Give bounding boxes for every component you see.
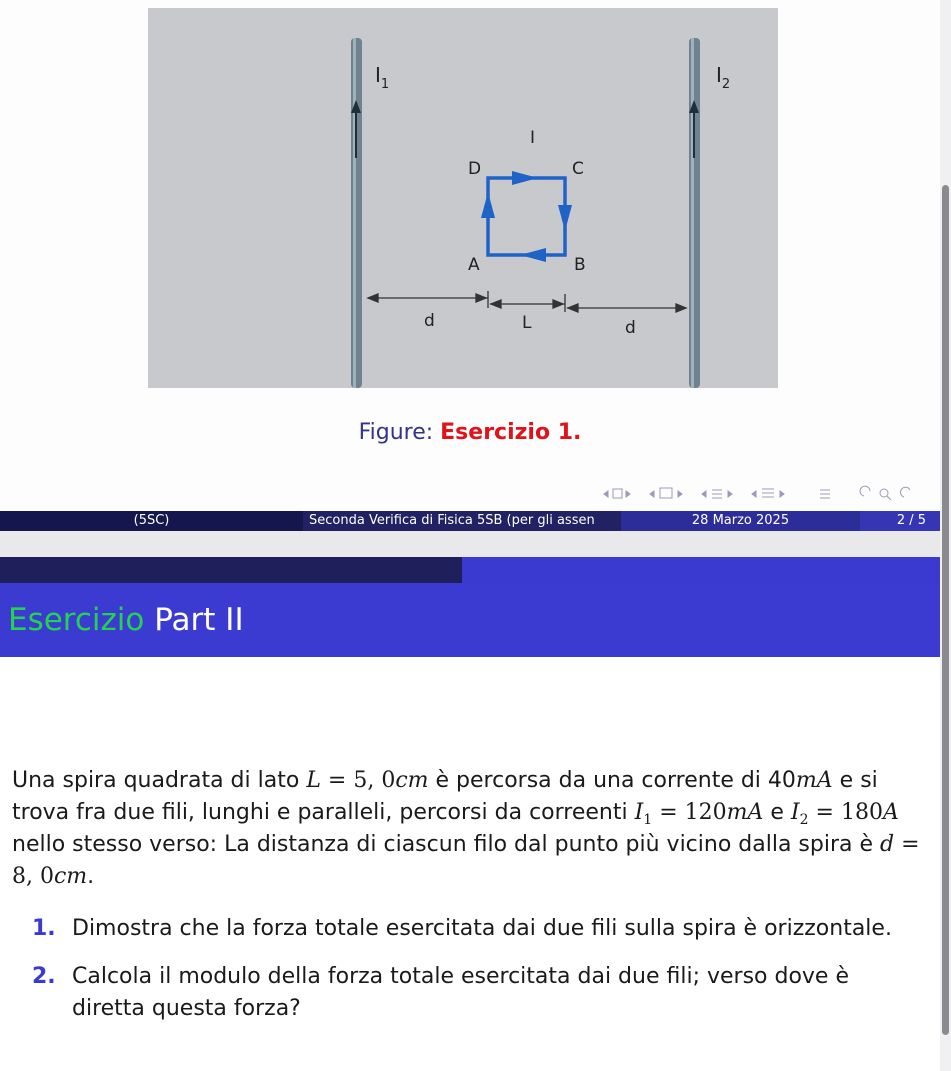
nav-prev-frame-icon (604, 491, 608, 497)
scrollbar-thumb[interactable] (942, 185, 949, 1035)
dimension-l: L (522, 313, 532, 333)
frame-title-rest: Part II (154, 602, 244, 638)
beamer-footer (0, 511, 940, 531)
task-text: Calcola il modulo della forza totale esercitata dai due fili; verso dove è diretta questa forza? (72, 964, 849, 1021)
nav-subsection-icon (660, 488, 672, 498)
footer-author: (5SC) (0, 511, 303, 531)
wire-1 (351, 38, 362, 388)
nav-next-section-icon (728, 491, 732, 497)
vertical-scrollbar[interactable] (940, 0, 951, 1071)
task-number: 2. (32, 964, 56, 989)
vertex-c: C (572, 159, 584, 179)
frame-title (8, 602, 244, 638)
nav-search-icon (880, 489, 888, 497)
loop-current-label: I (530, 128, 536, 148)
nav-forward-icon (901, 487, 910, 497)
task-text: Dimostra che la forza totale esercitata dai due fili sulla spira è orizzontale. (72, 916, 892, 941)
frame-title-bar (0, 583, 940, 657)
problem-statement (12, 765, 932, 893)
task-number: 1. (32, 916, 56, 941)
headline-left (0, 557, 462, 583)
slide-separator (0, 531, 940, 557)
caption-title: Esercizio 1. (440, 420, 582, 445)
nav-prev-subsection-icon (650, 491, 654, 497)
figure-background (148, 8, 778, 388)
nav-next-frame-icon (626, 491, 630, 497)
vertex-a: A (468, 255, 480, 275)
caption-label: Figure: (358, 420, 434, 445)
figure-wires-and-loop (148, 8, 778, 388)
nav-frame-icon (613, 489, 622, 498)
wire-2 (689, 38, 700, 388)
dimension-d-right: d (625, 318, 636, 338)
beamer-navigation-symbols[interactable] (600, 484, 940, 504)
vertex-b: B (574, 255, 586, 275)
slide-previous (0, 0, 940, 540)
headline-right (462, 557, 940, 583)
nav-prev-section-icon (702, 491, 706, 497)
footer-page-number: 2 / 5 (860, 511, 940, 531)
headline-bar (0, 557, 940, 583)
nav-next-subsection-icon (678, 491, 682, 497)
footer-date: 28 Marzo 2025 (621, 511, 860, 531)
problem-paragraph: Una spira quadrata di lato L = 5, 0cm è percorsa da una corrente di 40mA e si trova fra due fili, lunghi e paralleli, percorsi da correenti $I_1 = 120mA$ e $I_2 = 180A$ nello stesso verso: La distanza di ciascun filo dal punto più vicino dalla spira è d = 8, 0cm. (12, 768, 920, 889)
task-item-2 (32, 961, 922, 1025)
dimension-d-left: d (424, 311, 435, 331)
wire-1-label: $I_1$ (375, 63, 390, 92)
nav-back-icon (860, 486, 870, 496)
vertex-d: D (468, 159, 482, 179)
frame-title-highlight: Esercizio (8, 602, 145, 638)
task-item-1 (32, 913, 922, 945)
figure-caption (0, 420, 940, 445)
wire-2-label: $I_2$ (716, 63, 731, 92)
footer-title: Seconda Verifica di Fisica 5SB (per gli assen (303, 511, 621, 531)
slide-current (0, 557, 940, 1071)
task-list (32, 913, 922, 1041)
